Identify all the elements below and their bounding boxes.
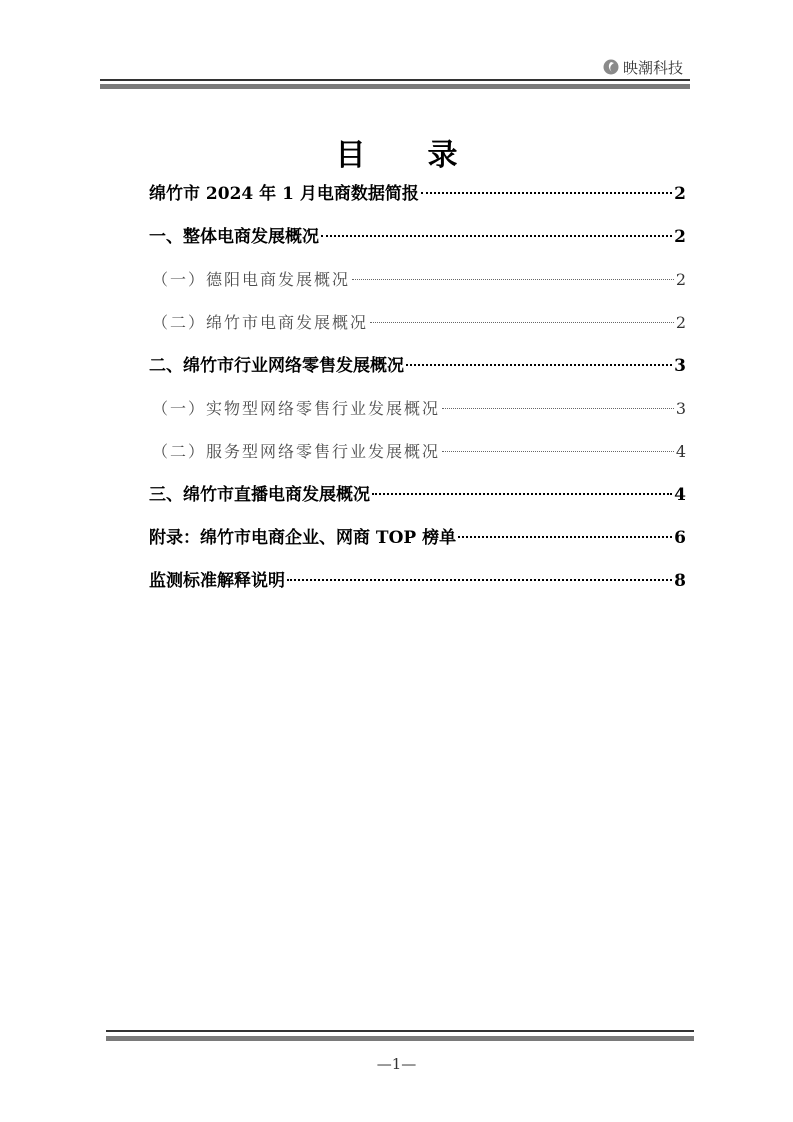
toc-dot-leader [442, 408, 674, 409]
toc-entry[interactable] [149, 440, 686, 483]
toc-entry[interactable] [149, 397, 686, 440]
toc-entry-page: 2 [674, 184, 686, 204]
footer-rule-thin [106, 1030, 694, 1032]
brand-logo-icon [603, 59, 619, 75]
toc-entry-page: 6 [674, 528, 686, 548]
toc-dot-leader [370, 322, 674, 323]
toc-entry-label: 一、整体电商发展概况 [149, 227, 319, 247]
toc-entry-label: 三、绵竹市直播电商发展概况 [149, 485, 370, 505]
toc-entry-label: 绵竹市 2024 年 1 月电商数据简报 [149, 184, 419, 204]
toc-dot-leader [442, 451, 674, 452]
toc-entry-page: 4 [675, 442, 686, 461]
toc-entry-label: 监测标准解释说明 [149, 571, 285, 591]
toc-entry-page: 2 [674, 227, 686, 247]
toc-entry[interactable] [149, 569, 686, 612]
toc-entry[interactable] [149, 182, 686, 225]
header-rule-thick [100, 84, 690, 89]
toc-dot-leader [352, 279, 674, 280]
brand-name: 映潮科技 [623, 58, 684, 77]
toc-entry-page: 3 [674, 356, 686, 376]
toc-dot-leader [406, 364, 672, 366]
footer-rule-thick [106, 1036, 694, 1041]
toc-entry[interactable] [149, 311, 686, 354]
toc-entry-page: 2 [675, 270, 686, 289]
toc-title: 目录 [335, 138, 520, 173]
toc-entry-label: （一）德阳电商发展概况 [152, 270, 351, 289]
toc-entry[interactable] [149, 225, 686, 268]
toc-entry-page: 2 [675, 313, 686, 332]
toc-dot-leader [321, 235, 672, 237]
toc-entry-label: 二、绵竹市行业网络零售发展概况 [149, 356, 404, 376]
brand [603, 56, 713, 78]
header-rule-thin [100, 79, 690, 81]
toc-entry-page: 8 [674, 571, 686, 591]
toc-entry[interactable] [149, 268, 686, 311]
toc-entry-label: （一）实物型网络零售行业发展概况 [152, 399, 441, 418]
toc-dot-leader [458, 536, 672, 538]
toc-entry-label: 附录：绵竹市电商企业、网商 TOP 榜单 [149, 528, 457, 548]
toc-entry-label: （二）绵竹市电商发展概况 [152, 313, 369, 332]
toc-entry-page: 4 [674, 485, 686, 505]
toc-entry[interactable] [149, 354, 686, 397]
toc-entry-page: 3 [675, 399, 686, 418]
page-number: —1— [376, 1055, 417, 1073]
toc-entry[interactable] [149, 526, 686, 569]
toc-dot-leader [421, 192, 672, 194]
toc-entry-label: （二）服务型网络零售行业发展概况 [152, 442, 441, 461]
toc-entry[interactable] [149, 483, 686, 526]
toc-dot-leader [372, 493, 672, 495]
table-of-contents [149, 182, 686, 612]
toc-dot-leader [287, 579, 672, 581]
